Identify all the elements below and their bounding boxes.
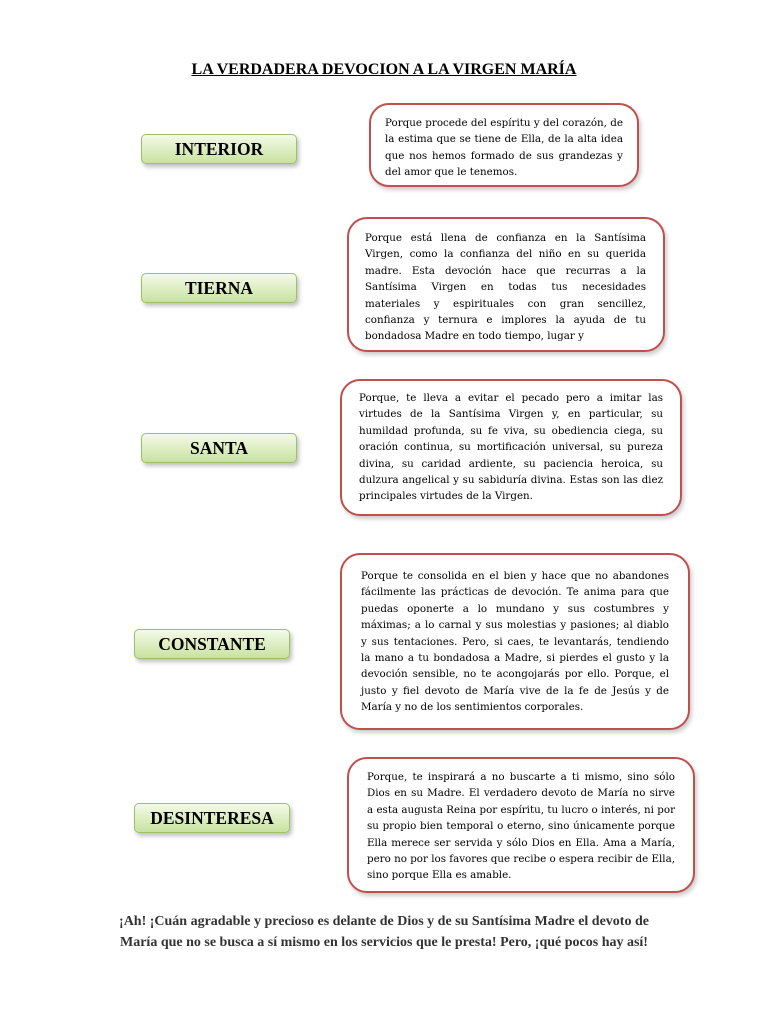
description-text-interior: Porque procede del espíritu y del corazón, de la estima que se tiene de Ella, de la alta idea que nos hemos formado de sus grandezas y del amor que le tenemos. [385,117,623,179]
description-box-interior [369,103,639,187]
label-santa: SANTA [141,433,297,463]
label-desinteresa: DESINTERESA [134,803,290,833]
description-box-tierna [347,217,665,352]
description-box-constante [340,553,690,730]
description-box-santa [340,379,682,516]
description-text-desinteresa: Porque, te inspirará a no buscarte a ti mismo, sino sólo Dios en su Madre. El verdadero devoto de María no sirve a esta augusta Reina por espíritu, tu lucro o interés, ni por su propio bien temporal o eterno, sino únicamente porque Ella merece ser servida y sólo Dios en Ella. Ama a María, pero no por los favores que recibe o espera recibir de Ella, sino porque Ella es amable. [367,771,675,882]
description-text-tierna: Porque está llena de confianza en la Santísima Virgen, como la confianza del niño en su querida madre. Esta devoción hace que recurras a la Santísima Virgen en todas tus necesidades materiales y espirituales con gran sencillez, confianza y ternura e implores la ayuda de tu bondadosa Madre en todo tiempo, lugar y [365,232,646,343]
description-text-santa: Porque, te lleva a evitar el pecado pero a imitar las virtudes de la Santísima Virgen y, en particular, su humildad profunda, su fe viva, su obediencia ciega, su oración continua, su mortificación universal, su pureza divina, su caridad ardiente, su paciencia heroica, su dulzura angelical y su sabiduría divina. Estas son las diez principales virtudes de la Virgen. [359,392,663,503]
description-text-constante: Porque te consolida en el bien y hace que no abandones fácilmente las prácticas de devoción. Te anima para que puedas oponerte a lo mundano y sus costumbres y máximas; a lo carnal y sus molestias y pasiones; al diablo y sus tentaciones. Pero, si caes, te levantarás, tendiendo la mano a tu bondadosa a Madre, si pierdes el gusto y la devoción sensible, no te acongojarás por ello. Porque, el justo y fiel devoto de María vive de la fe de Jesús y de María y no de los sentimientos corporales. [361,570,669,714]
label-tierna: TIERNA [141,273,297,303]
label-constante: CONSTANTE [134,629,290,659]
description-box-desinteresa [347,757,695,893]
page-title: LA VERDADERA DEVOCION A LA VIRGEN MARÍA [191,61,577,78]
label-interior: INTERIOR [141,134,297,164]
closing-text: ¡Ah! ¡Cuán agradable y precioso es delante de Dios y de su Santísima Madre el devoto de María que no se busca a sí mismo en los servicios que le presta! Pero, ¡qué pocos hay así! [119,914,649,950]
